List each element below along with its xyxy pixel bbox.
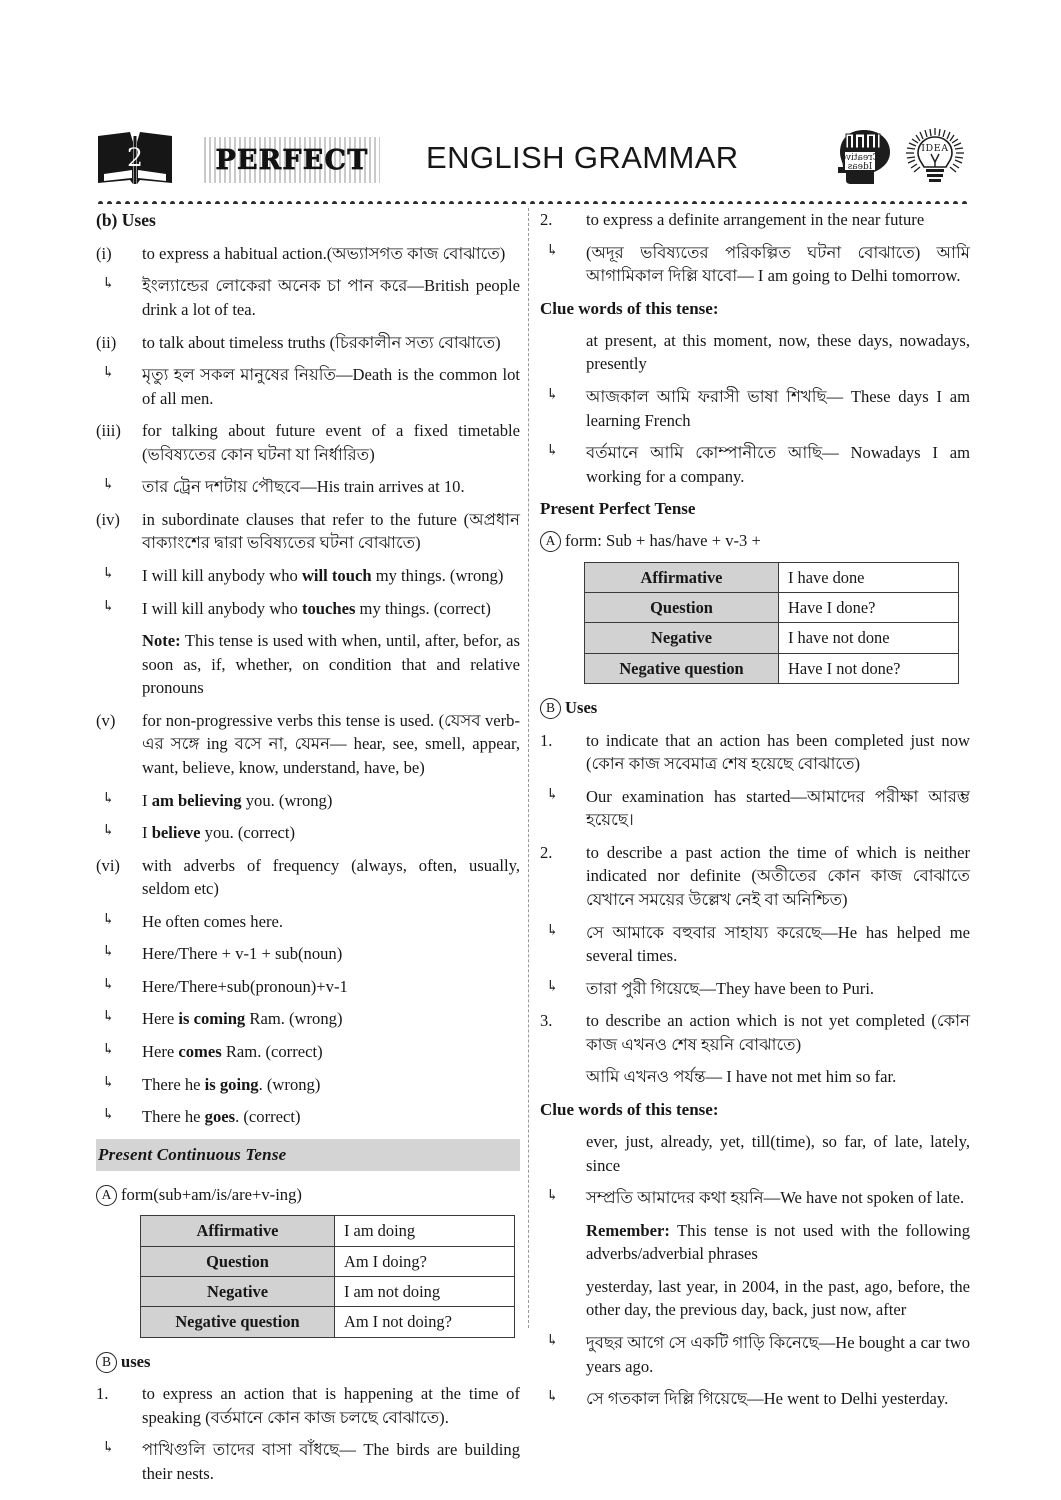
list-item [96, 242, 520, 266]
arrow-icon: ↳ [546, 1333, 559, 1349]
uses-label: uses [121, 1351, 151, 1371]
circled-letter-a: A [96, 1185, 117, 1206]
list-marker: 1. [540, 730, 553, 750]
example-text: দুবছর আগে সে একটি গাড়ি কিনেছে—He bought a car two years ago. [586, 1333, 970, 1376]
arrow-icon: ↳ [102, 598, 115, 615]
example-correct [96, 597, 520, 621]
list-item [96, 363, 520, 410]
list-text: ইংল্যান্ডের লোকেরা অনেক চা পান করে—British people drink a lot of tea. [142, 276, 520, 319]
list-marker: (ii) [96, 332, 117, 352]
example-text: I believe you. (correct) [142, 823, 295, 843]
list-marker: 2. [540, 210, 553, 229]
circled-letter-a: A [540, 531, 561, 552]
chapter-number: 2 [127, 143, 143, 172]
example-wrong [96, 564, 520, 588]
list-text: to indicate that an action has been completed just now (কোন কাজ সবেমাত্র শেষ হয়েছে বোঝাতে) [586, 730, 970, 774]
table-cell-value: I have done [779, 562, 959, 592]
list-item [96, 274, 520, 321]
arrow-icon: ↳ [102, 365, 115, 382]
arrow-icon: ↳ [546, 978, 559, 995]
table-cell-value: I have not done [779, 623, 959, 653]
list-marker: 3. [540, 1011, 553, 1031]
example-line [540, 785, 970, 832]
table-cell-value: Am I doing? [335, 1246, 515, 1276]
column-divider [528, 208, 529, 1328]
note-text: This tense is used with when, until, after, befor, as soon as, if, whether, on condition that and relative pronouns [142, 631, 520, 698]
header-dotted-rule [96, 199, 968, 204]
example-text: Here is coming Ram. (wrong) [142, 1009, 343, 1029]
present-continuous-tense-band: Present Continuous Tense [96, 1139, 520, 1171]
page-header [96, 130, 968, 198]
example-text: সে গতকাল দিল্লি গিয়েছে—He went to Delhi yesterday. [586, 1389, 949, 1409]
uses-label: Uses [565, 698, 598, 718]
formula-line [96, 975, 520, 999]
example-text: তারা পুরী গিয়েছে—They have been to Puri. [586, 978, 875, 998]
arrow-icon: ↳ [102, 1009, 115, 1026]
perfect-brand-badge [204, 137, 380, 183]
list-text: for talking about future event of a fixed timetable (ভবিষ্যতের কোন ঘটনা যা নির্ধারিত) [142, 421, 520, 464]
arrow-icon: ↳ [102, 1074, 115, 1091]
arrow-icon: ↳ [102, 976, 115, 993]
arrow-icon: ↳ [102, 477, 115, 494]
example-correct [96, 821, 520, 845]
formula-text: Here/There + v-1 + sub(noun) [142, 944, 343, 964]
example-text: I will kill anybody who touches my things. (correct) [142, 598, 491, 618]
formula-text: Here/There+sub(pronoun)+v-1 [142, 976, 348, 996]
example-line [540, 1387, 970, 1411]
table-cell-value: I am doing [335, 1216, 515, 1246]
form-text: form(sub+am/is/are+v-ing) [121, 1184, 302, 1204]
publisher-logos [834, 128, 968, 190]
table-cell-label: Affirmative [585, 562, 779, 592]
arrow-icon: ↳ [102, 1042, 115, 1059]
arrow-icon: ↳ [102, 823, 115, 840]
example-line [540, 1331, 970, 1378]
list-marker: (vi) [96, 855, 120, 875]
table-row [141, 1216, 515, 1246]
table-row [585, 623, 959, 653]
table-cell-label: Negative [141, 1277, 335, 1307]
table-row [141, 1277, 515, 1307]
clue-words-list: at present, at this moment, now, these days, nowadays, presently [586, 330, 970, 374]
list-text: to describe a past action the time of which is neither indicated nor definite (অতীতের কোন কাজ বোঝাতে যেখানে সময়ের উল্লেখ নেই বা অনিশ্চিত) [586, 842, 970, 909]
example-line [96, 1438, 520, 1485]
example-text: আজকাল আমি ফরাসী ভাষা শিখছি— These days I am learning French [586, 386, 970, 430]
table-cell-value: Have I done? [779, 593, 959, 623]
idea-label: IDEA [921, 143, 949, 154]
arrow-icon: ↳ [546, 386, 559, 403]
example-text: সে আমাকে বহুবার সাহায্য করেছে—He has helped me several times. [586, 922, 970, 966]
table-cell-label: Negative [585, 623, 779, 653]
ideas-label: Ideas [847, 162, 873, 172]
table-cell-value: Am I not doing? [335, 1307, 515, 1337]
form-text: form: Sub + has/have + v-3 + [565, 531, 761, 551]
remember-adverb-list: yesterday, last year, in 2004, in the past, ago, before, the other day, the previous day, back, just now, after [586, 1276, 970, 1320]
list-item [96, 508, 520, 555]
left-column [96, 208, 520, 1494]
clue-words-list: ever, just, already, yet, till(time), so far, of late, lately, since [586, 1132, 970, 1175]
example-wrong [96, 1007, 520, 1031]
example-text: Here comes Ram. (correct) [142, 1042, 323, 1062]
perfect-brand-label: PERFECT [215, 144, 369, 176]
note-label: Note: [142, 631, 181, 651]
example-line [540, 977, 970, 1001]
table-row [141, 1307, 515, 1337]
present-perfect-table [584, 562, 959, 684]
uses-subheading [96, 1350, 520, 1374]
table-row [585, 593, 959, 623]
creative-label: Creative [840, 153, 880, 163]
list-marker: (iv) [96, 509, 120, 529]
list-text: to express a definite arrangement in the near future [586, 210, 925, 229]
table-cell-label: Negative question [141, 1307, 335, 1337]
form-line [96, 1183, 520, 1207]
example-text: I will kill anybody who will touch my things. (wrong) [142, 566, 504, 586]
table-cell-label: Affirmative [141, 1216, 335, 1246]
circled-letter-b: B [540, 698, 561, 719]
example-text: পাখিগুলি তাদের বাসা বাঁধছে— The birds are building their nests. [142, 1440, 520, 1483]
example-correct [96, 1040, 520, 1064]
arrow-icon: ↳ [102, 1440, 115, 1457]
arrow-icon: ↳ [546, 922, 559, 939]
example-wrong [96, 1073, 520, 1097]
arrow-icon: ↳ [546, 1389, 559, 1406]
note-block [96, 629, 520, 700]
uses-subheading [540, 696, 970, 720]
example-wrong [96, 789, 520, 813]
list-item [540, 841, 970, 912]
arrow-icon: ↳ [546, 1188, 559, 1205]
list-item [96, 1382, 520, 1429]
list-marker: 2. [540, 842, 553, 862]
table-cell-label: Question [585, 593, 779, 623]
idea-lightbulb-icon [904, 128, 966, 191]
example-text: There he goes. (correct) [142, 1107, 301, 1127]
list-item [96, 419, 520, 466]
example-line: আমি এখনও পর্যন্ত— I have not met him so far. [586, 1067, 897, 1087]
example-line [540, 921, 970, 968]
form-line [540, 529, 970, 553]
arrow-icon: ↳ [546, 443, 559, 460]
list-text: for non-progressive verbs this tense is used. (যেসব verb-এর সঙ্গে ing বসে না, যেমন— hear, see, smell, appear, want, believe, know, understand, have, be) [142, 710, 520, 777]
arrow-icon: ↳ [102, 944, 115, 961]
list-item [96, 854, 520, 901]
table-cell-label: Negative question [585, 653, 779, 683]
present-continuous-table [140, 1215, 515, 1337]
list-marker: 1. [96, 1384, 109, 1404]
arrow-icon: ↳ [102, 1107, 115, 1124]
table-row [585, 653, 959, 683]
example-line [540, 441, 970, 488]
arrow-icon: ↳ [546, 242, 559, 259]
page-title: ENGLISH GRAMMAR [426, 140, 739, 175]
example-text: I am believing you. (wrong) [142, 790, 333, 810]
clue-words-heading: Clue words of this tense: [540, 1099, 719, 1119]
list-marker: (i) [96, 243, 112, 263]
list-text: to talk about timeless truths (চিরকালীন সত্য বোঝাতে) [142, 332, 501, 352]
arrow-icon: ↳ [102, 911, 115, 928]
example-text: বর্তমানে আমি কোম্পানীতে আছি— Nowadays I am working for a company. [586, 443, 970, 486]
list-text: তার ট্রেন দশটায় পৌছবে—His train arrives at 10. [142, 477, 465, 497]
table-cell-label: Question [141, 1246, 335, 1276]
list-item [96, 475, 520, 499]
remember-label: Remember: [586, 1220, 670, 1240]
list-item [96, 709, 520, 780]
open-book-icon [96, 130, 174, 190]
example-text: He often comes here. [142, 911, 283, 931]
list-item [540, 208, 970, 232]
list-text: with adverbs of frequency (always, often, usually, seldom etc) [142, 855, 520, 899]
example-text: (অদূর ভবিষ্যতের পরিকল্পিত ঘটনা বোঝাতে) আমি আগামিকাল দিল্লি যাবো— I am going to Delhi tomorrow. [586, 242, 970, 286]
example-line [540, 385, 970, 432]
arrow-icon: ↳ [102, 790, 115, 807]
arrow-icon: ↳ [102, 566, 115, 583]
present-perfect-tense-heading: Present Perfect Tense [540, 499, 696, 519]
list-text: in subordinate clauses that refer to the future (অপ্রধান বাক্যাংশের দ্বারা ভবিষ্যতের ঘটনা বোঝাতে) [142, 509, 520, 553]
list-text: to describe an action which is not yet completed (কোন কাজ এখনও শেষ হয়নি বোঝাতে) [586, 1011, 970, 1054]
list-marker: (v) [96, 710, 116, 730]
example-correct [96, 1105, 520, 1129]
table-row [585, 562, 959, 592]
creative-ideas-head-icon [834, 128, 896, 191]
example-line [540, 241, 970, 288]
example-text: There he is going. (wrong) [142, 1074, 321, 1094]
list-text: মৃত্যু হল সকল মানুষের নিয়তি—Death is the common lot of all men. [142, 365, 520, 408]
example-line [96, 910, 520, 934]
remember-block [540, 1219, 970, 1266]
example-line [540, 1186, 970, 1210]
example-text: Our examination has started—আমাদের পরীক্ষা আরম্ভ হয়েছে। [586, 786, 970, 830]
example-text: সম্প্রতি আমাদের কথা হয়নি—We have not spoken of late. [586, 1188, 965, 1208]
list-text: to express an action that is happening at the time of speaking (বর্তমানে কোন কাজ চলছে বোঝাতে). [142, 1384, 520, 1427]
table-cell-value: I am not doing [335, 1277, 515, 1307]
clue-words-heading: Clue words of this tense: [540, 298, 719, 318]
uses-heading: (b) Uses [96, 210, 156, 230]
circled-letter-b: B [96, 1352, 117, 1373]
arrow-icon: ↳ [546, 786, 559, 803]
table-cell-value: Have I not done? [779, 653, 959, 683]
list-item [540, 729, 970, 776]
list-item [540, 1009, 970, 1056]
table-row [141, 1246, 515, 1276]
list-item [96, 331, 520, 355]
list-text: to express a habitual action.(অভ্যাসগত কাজ বোঝাতে) [142, 243, 506, 263]
remember-text: This tense is not used with the following adverbs/adverbial phrases [586, 1220, 970, 1264]
formula-line [96, 942, 520, 966]
list-marker: (iii) [96, 421, 121, 441]
arrow-icon: ↳ [102, 276, 115, 293]
right-column [540, 208, 970, 1420]
